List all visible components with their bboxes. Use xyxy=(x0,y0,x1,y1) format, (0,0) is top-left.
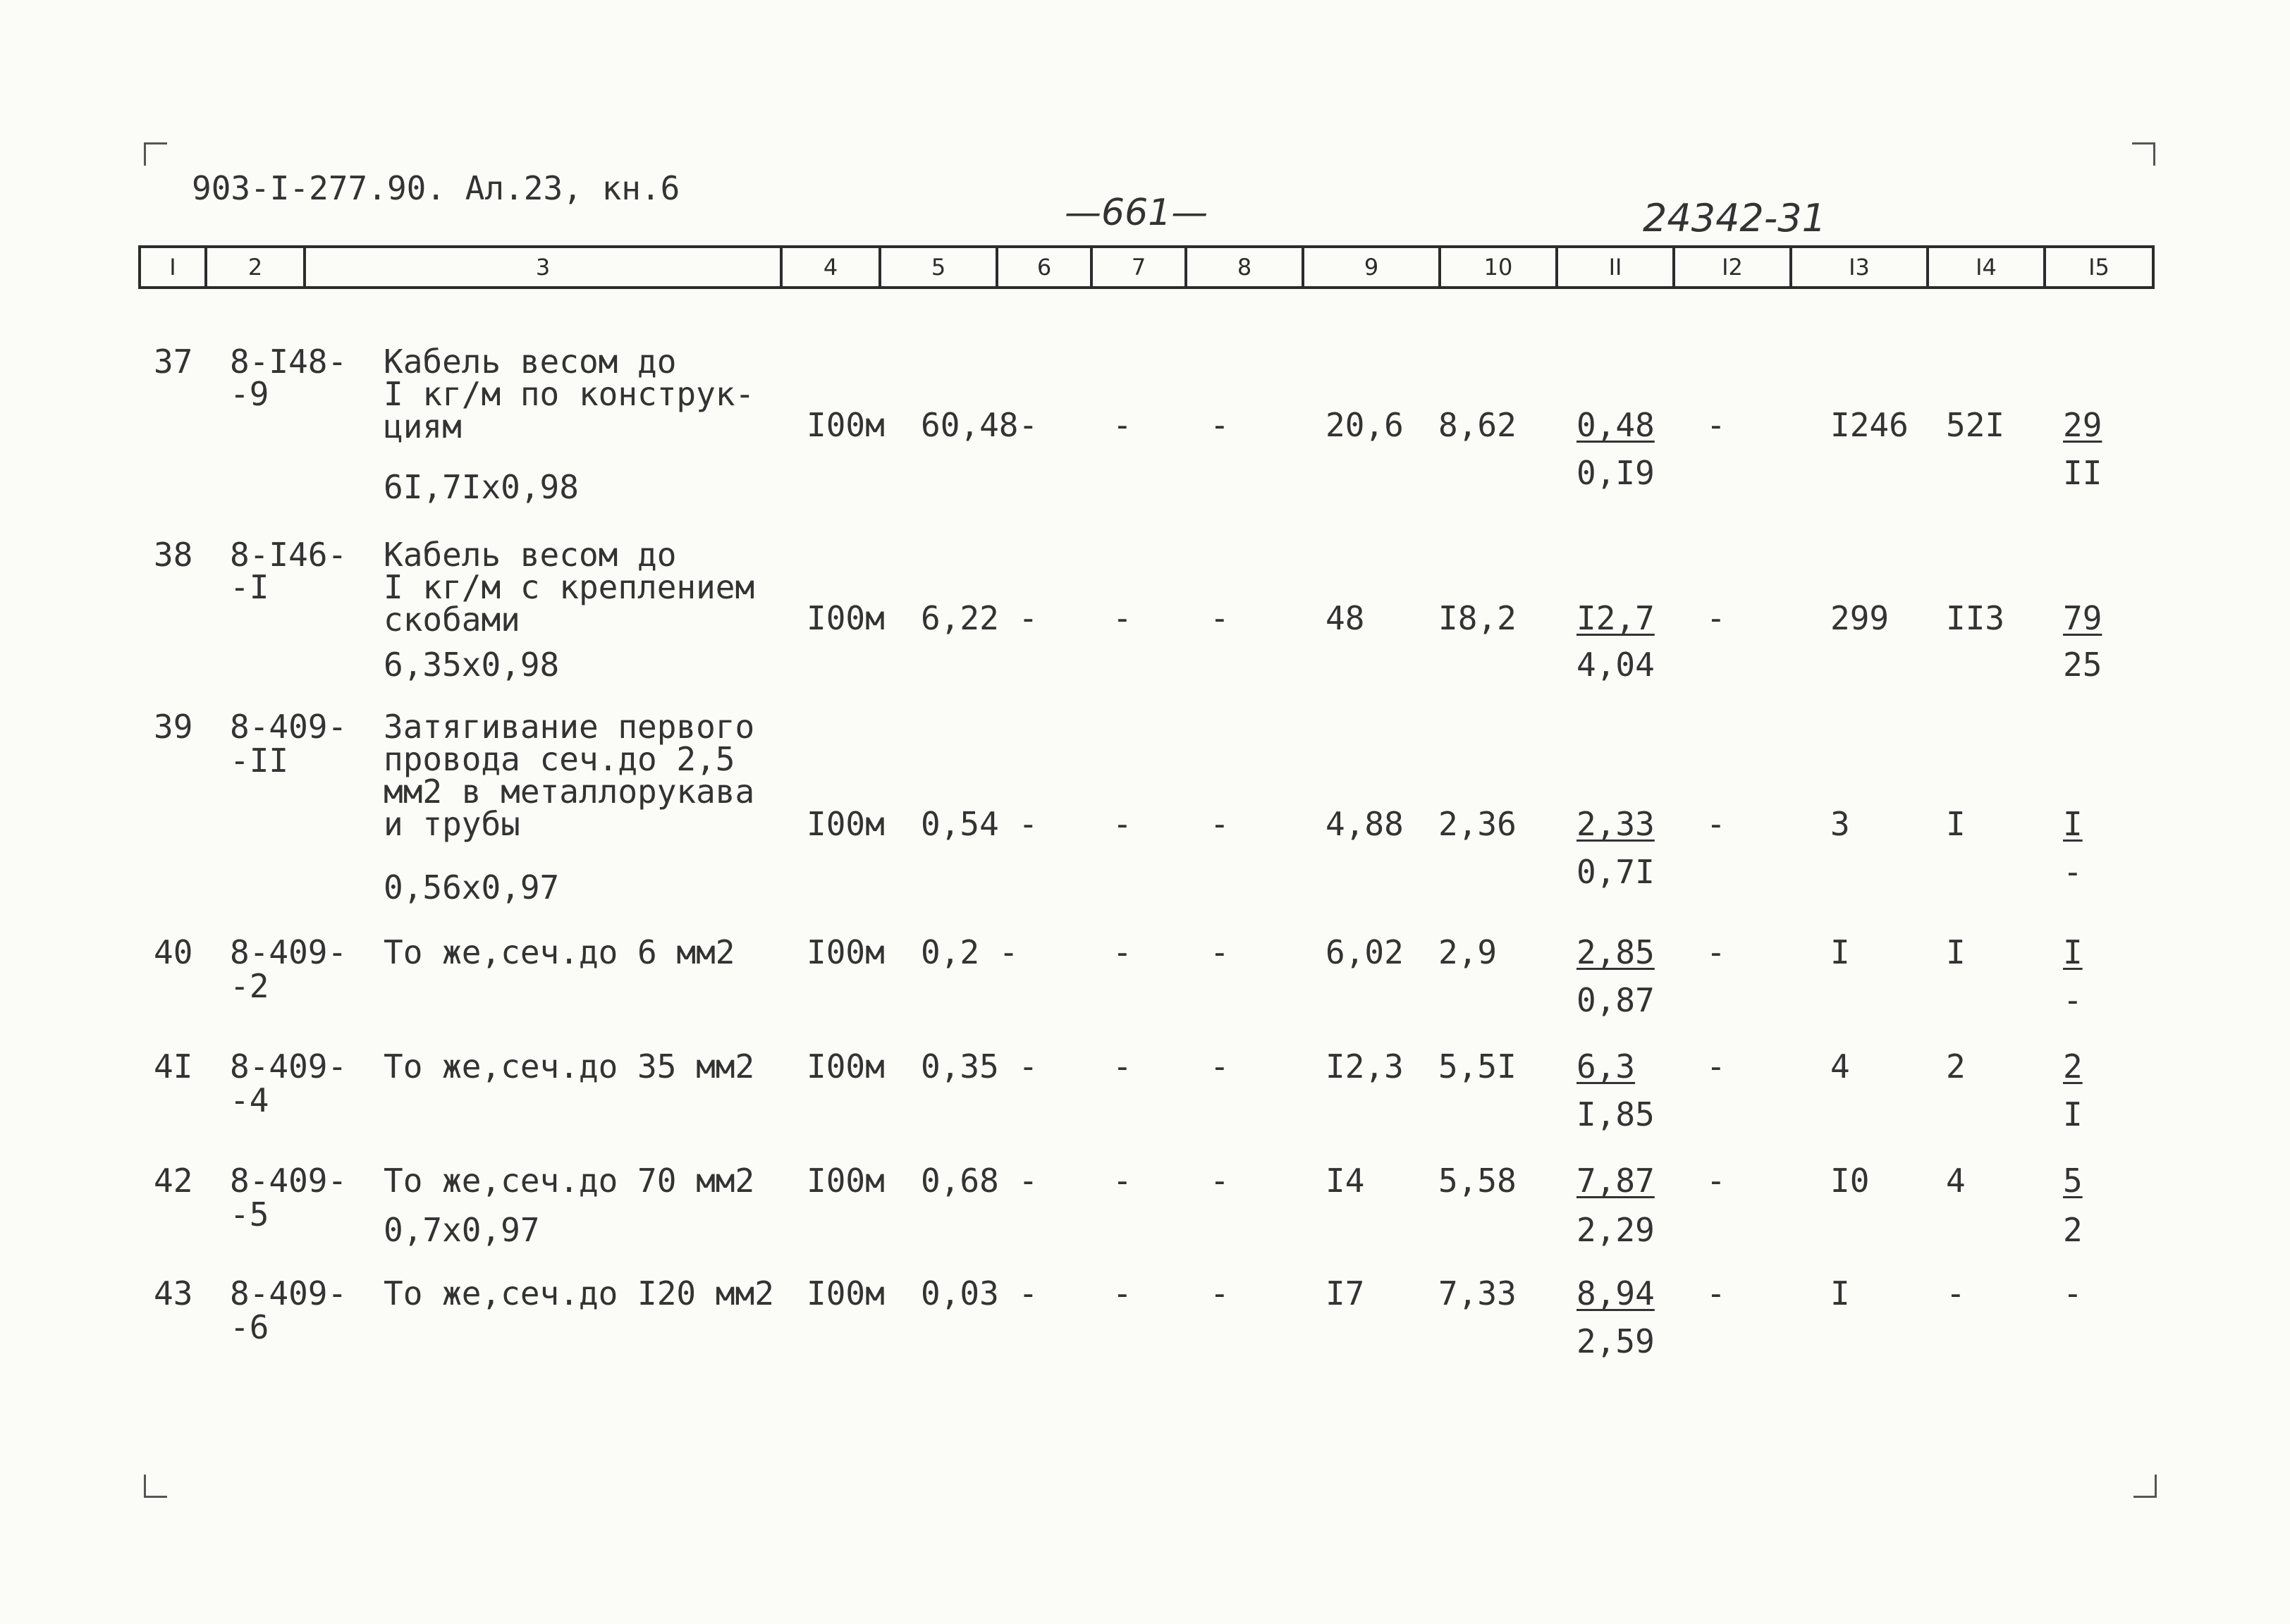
work-description: Кабель весом до I кг/м с креплением скобами xyxy=(384,536,755,639)
col12-value: - xyxy=(1706,1162,1726,1200)
column-number: 2 xyxy=(204,248,303,286)
norm-code-suffix: -6 xyxy=(230,1308,269,1346)
col13-value: 4 xyxy=(1830,1047,1850,1085)
col14-value: II3 xyxy=(1946,599,2005,637)
crop-mark-top-right xyxy=(2132,142,2155,166)
col15-top: 5 xyxy=(2063,1162,2083,1200)
norm-code-suffix: -2 xyxy=(230,967,269,1005)
col7-value: - xyxy=(1113,1274,1132,1312)
col15-top: 29 xyxy=(2063,406,2102,444)
col15-top: I xyxy=(2063,933,2083,971)
quantity: 0,54 - xyxy=(921,805,1039,843)
col11-bottom: 0,I9 xyxy=(1576,454,1655,492)
col12-value: - xyxy=(1706,933,1726,971)
column-number: 5 xyxy=(878,248,996,286)
col9-value: 4,88 xyxy=(1325,805,1404,843)
document-reference: 903-I-277.90. Ал.23, кн.6 xyxy=(192,169,680,207)
unit: I00м xyxy=(807,599,885,637)
col15-top: - xyxy=(2063,1274,2083,1312)
col10-value: 8,62 xyxy=(1438,406,1517,444)
column-number: I xyxy=(169,254,176,281)
col11-top: 6,3 xyxy=(1576,1047,1636,1085)
calc-formula: 6,35x0,98 xyxy=(384,646,560,684)
col8-value: - xyxy=(1210,805,1230,843)
unit: I00м xyxy=(807,1274,885,1312)
col14-value: I xyxy=(1946,933,1966,971)
col8-value: - xyxy=(1210,933,1230,971)
column-number: I5 xyxy=(2043,248,2152,286)
col13-value: I246 xyxy=(1830,406,1909,444)
column-number: I3 xyxy=(1789,248,1926,286)
col13-value: 299 xyxy=(1830,599,1890,637)
col11-bottom: 0,7I xyxy=(1576,853,1655,891)
column-number: II xyxy=(1555,248,1672,286)
col10-value: 5,5I xyxy=(1438,1047,1517,1085)
col7-value: - xyxy=(1113,1162,1132,1200)
norm-code-suffix: -9 xyxy=(230,375,269,413)
col11-top: 8,94 xyxy=(1576,1274,1655,1312)
col12-value: - xyxy=(1706,406,1726,444)
col13-value: I xyxy=(1830,933,1850,971)
unit: I00м xyxy=(807,1162,885,1200)
column-number-header xyxy=(138,245,2155,289)
col12-value: - xyxy=(1706,599,1726,637)
quantity: 0,03 - xyxy=(921,1274,1039,1312)
work-description: Затягивание первого провода сеч.до 2,5 мм2 в металлорукава и трубы xyxy=(384,708,755,843)
col15-top: 2 xyxy=(2063,1047,2083,1085)
col7-value: - xyxy=(1113,406,1132,444)
quantity: 0,35 - xyxy=(921,1047,1039,1085)
col9-value: I4 xyxy=(1325,1162,1365,1200)
col15-bottom: II xyxy=(2063,454,2102,492)
col11-bottom: 2,29 xyxy=(1576,1211,1655,1249)
row-number: 38 xyxy=(154,536,193,574)
crop-mark-bottom-right xyxy=(2133,1475,2157,1498)
column-number: 6 xyxy=(996,248,1090,286)
calc-formula: 6I,7Ix0,98 xyxy=(384,468,579,506)
col11-bottom: 0,87 xyxy=(1576,981,1655,1019)
row-number: 40 xyxy=(154,933,193,971)
row-number: 39 xyxy=(154,708,193,746)
column-number: 9 xyxy=(1302,248,1438,286)
calc-formula: 0,56x0,97 xyxy=(384,868,560,906)
col8-value: - xyxy=(1210,599,1230,637)
col11-bottom: I,85 xyxy=(1576,1095,1655,1133)
col11-top: 2,33 xyxy=(1576,805,1655,843)
document-code: 24342-31 xyxy=(1643,196,1826,240)
col9-value: 48 xyxy=(1325,599,1365,637)
col15-bottom: I xyxy=(2063,1095,2083,1133)
col9-value: 6,02 xyxy=(1325,933,1404,971)
norm-code-suffix: -4 xyxy=(230,1081,269,1119)
col14-value: 52I xyxy=(1946,406,2005,444)
col10-value: 7,33 xyxy=(1438,1274,1517,1312)
norm-code-suffix: -5 xyxy=(230,1195,269,1234)
col12-value: - xyxy=(1706,1274,1726,1312)
col11-top: 7,87 xyxy=(1576,1162,1655,1200)
norm-code: 8-409- xyxy=(230,933,348,971)
row-number: 42 xyxy=(154,1162,193,1200)
work-description: Кабель весом до I кг/м по конструк- циям xyxy=(384,343,755,445)
col13-value: 3 xyxy=(1830,805,1850,843)
col7-value: - xyxy=(1113,805,1132,843)
norm-code: 8-409- xyxy=(230,1047,348,1085)
crop-mark-top-left xyxy=(144,142,167,166)
column-number: I4 xyxy=(1926,248,2043,286)
col9-value: 20,6 xyxy=(1325,406,1404,444)
quantity: 60,48- xyxy=(921,406,1039,444)
norm-code-suffix: -II xyxy=(230,742,289,780)
work-description: То же,сеч.до I20 мм2 xyxy=(384,1274,774,1312)
row-number: 37 xyxy=(154,343,193,381)
col14-value: 2 xyxy=(1946,1047,1966,1085)
unit: I00м xyxy=(807,406,885,444)
column-number: 10 xyxy=(1438,248,1555,286)
calc-formula: 0,7x0,97 xyxy=(384,1211,540,1249)
col15-top: 79 xyxy=(2063,599,2102,637)
column-number: 7 xyxy=(1090,248,1184,286)
col11-bottom: 4,04 xyxy=(1576,646,1655,684)
col8-value: - xyxy=(1210,1274,1230,1312)
col10-value: 2,9 xyxy=(1438,933,1498,971)
quantity: 0,68 - xyxy=(921,1162,1039,1200)
quantity: 6,22 - xyxy=(921,599,1039,637)
col15-top: I xyxy=(2063,805,2083,843)
column-number: 4 xyxy=(780,248,878,286)
col11-top: I2,7 xyxy=(1576,599,1655,637)
col12-value: - xyxy=(1706,805,1726,843)
col11-bottom: 2,59 xyxy=(1576,1322,1655,1360)
work-description: То же,сеч.до 35 мм2 xyxy=(384,1047,755,1085)
col15-bottom: 25 xyxy=(2063,646,2102,684)
quantity: 0,2 - xyxy=(921,933,1019,971)
column-number: 3 xyxy=(303,248,780,286)
col14-value: I xyxy=(1946,805,1966,843)
col10-value: 2,36 xyxy=(1438,805,1517,843)
col11-top: 0,48 xyxy=(1576,406,1655,444)
norm-code: 8-I48- xyxy=(230,343,348,381)
col13-value: I xyxy=(1830,1274,1850,1312)
col10-value: I8,2 xyxy=(1438,599,1517,637)
col8-value: - xyxy=(1210,1162,1230,1200)
col11-top: 2,85 xyxy=(1576,933,1655,971)
unit: I00м xyxy=(807,805,885,843)
col13-value: I0 xyxy=(1830,1162,1870,1200)
col15-bottom: 2 xyxy=(2063,1211,2083,1249)
col15-bottom: - xyxy=(2063,853,2083,891)
work-description: То же,сеч.до 70 мм2 xyxy=(384,1162,755,1200)
norm-code: 8-409- xyxy=(230,708,348,746)
norm-code: 8-409- xyxy=(230,1274,348,1312)
col15-bottom: - xyxy=(2063,981,2083,1019)
unit: I00м xyxy=(807,933,885,971)
column-number: 8 xyxy=(1184,248,1302,286)
col9-value: I7 xyxy=(1325,1274,1365,1312)
col10-value: 5,58 xyxy=(1438,1162,1517,1200)
crop-mark-bottom-left xyxy=(144,1475,167,1498)
col8-value: - xyxy=(1210,406,1230,444)
norm-code: 8-409- xyxy=(230,1162,348,1200)
row-number: 4I xyxy=(154,1047,193,1085)
unit: I00м xyxy=(807,1047,885,1085)
column-number: I2 xyxy=(1672,248,1789,286)
col12-value: - xyxy=(1706,1047,1726,1085)
col7-value: - xyxy=(1113,599,1132,637)
col7-value: - xyxy=(1113,933,1132,971)
norm-code-suffix: -I xyxy=(230,568,269,606)
norm-code: 8-I46- xyxy=(230,536,348,574)
col9-value: I2,3 xyxy=(1325,1047,1404,1085)
col14-value: - xyxy=(1946,1274,1966,1312)
col7-value: - xyxy=(1113,1047,1132,1085)
work-description: То же,сеч.до 6 мм2 xyxy=(384,933,735,971)
row-number: 43 xyxy=(154,1274,193,1312)
page-number: —661— xyxy=(1065,192,1208,234)
col14-value: 4 xyxy=(1946,1162,1966,1200)
col8-value: - xyxy=(1210,1047,1230,1085)
